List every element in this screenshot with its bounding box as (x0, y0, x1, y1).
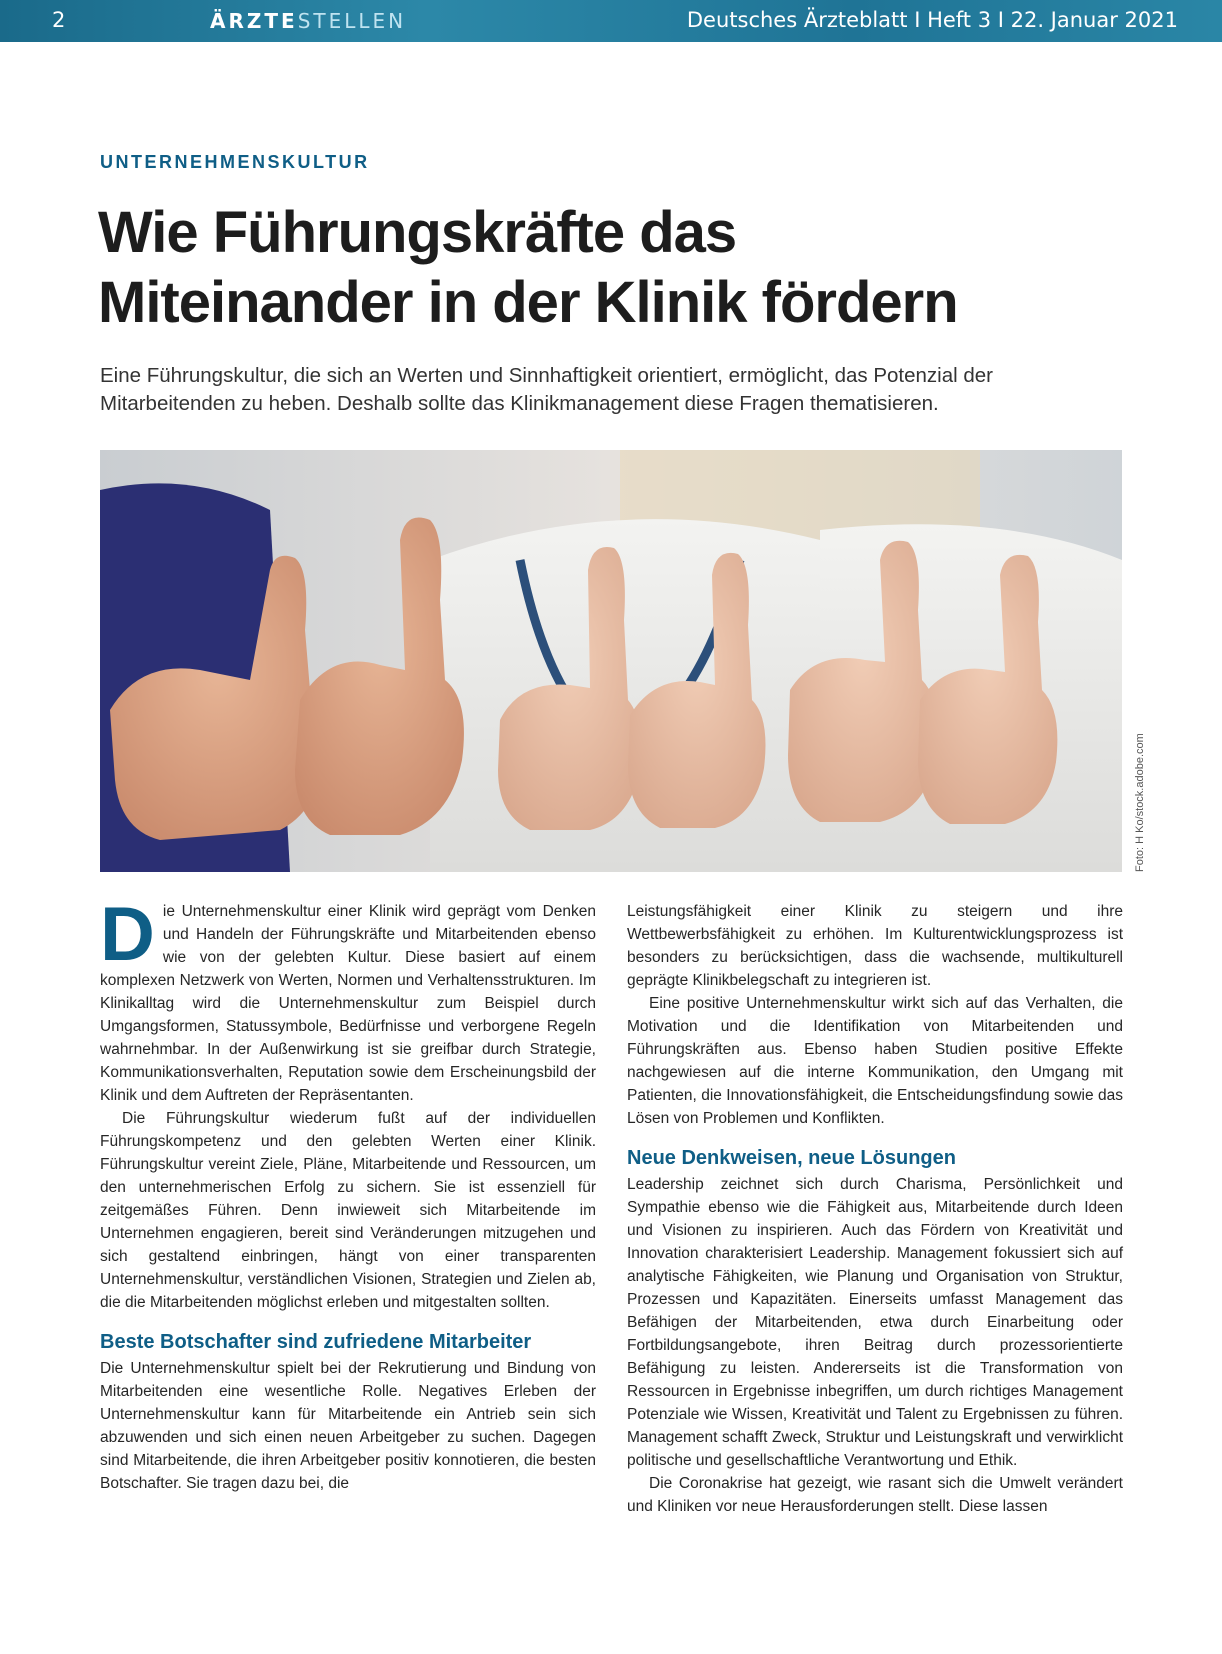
paragraph (100, 892, 596, 1107)
section-heading: Beste Botschafter sind zufriedene Mitarbeiter (100, 1331, 532, 1353)
paragraph: Leadership zeichnet sich durch Charisma, Persönlichkeit und Sympathie ebenso wie die Fähigkeit aus, Mitarbeitende durch Ideen und Visionen zu inspirieren. Auch das Fördern von Kreativität und Innovation charakterisiert Leadership. Management fokussiert sich auf analytische Fähigkeiten, wie Planung und Organisation von Struktur, Prozessen und Kapazitäten. Einerseits umfasst Management das Befähigen der Mitarbeitenden, etwa durch Einarbeitung oder Fortbildungsangebote, ihren Beitrag durch prozessorientierte Befähigung zu leisten. Andererseits ist die Transformation von Ressourcen in Ergebnisse inbegriffen, um durch richtiges Management Potenziale wie Wissen, Kreativität und Talent zu Ergebnissen zu führen. Management schafft Zweck, Struktur und Leistungskraft und verwirklicht politische und gesellschaftliche Verantwortung und Ethik. (627, 1176, 1123, 1469)
paragraph: Die Coronakrise hat gezeigt, wie rasant sich die Umwelt verändert und Kliniken vor neue Herausforderungen stellt. Diese lassen (627, 1475, 1123, 1515)
brand-logo (210, 9, 406, 33)
section-heading: Neue Denkweisen, neue Lösungen (627, 1147, 956, 1169)
paragraph-text: ie Unternehmenskultur einer Klinik wird geprägt vom Denken und Handeln der Führungskräfte und Mitarbeitenden ebenso wie von der gelebten Kultur. Diese basiert auf einem komplexen Netzwerk von Werten, Normen und Verhaltensstrukturen. Im Klinikalltag wird die Unternehmenskultur zum Beispiel durch Umgangsformen, Statussymbole, Bedürfnisse und verborgene Regeln wahrnehmbar. In der Außenwirkung ist sie greifbar durch Strategie, Kommunikationsverhalten, Reputation sowie dem Erscheinungsbild der Klinik und dem Auftreten der Repräsentanten. (100, 903, 596, 1104)
drop-cap: D (100, 892, 155, 977)
headline-line-2: Miteinander in der Klinik fördern (98, 270, 958, 335)
article-column-left (100, 892, 596, 1495)
issue-info: Deutsches Ärzteblatt I Heft 3 I 22. Januar 2021 (686, 8, 1178, 32)
article-deck: Eine Führungskultur, die sich an Werten und Sinnhaftigkeit orientiert, ermöglicht, das Potenzial der Mitarbeitenden zu heben. Deshalb sollte das Klinikmanagement diese Fragen thematisieren. (100, 364, 994, 415)
brand-bold: ÄRZTE (210, 9, 298, 33)
paragraph: Leistungsfähigkeit einer Klinik zu steigern und ihre Wettbewerbsfähigkeit zu erhöhen. Im Kulturentwicklungsprozess ist besonders zu berücksichtigen, dass die wachsende, multikulturell geprägte Klinikbelegschaft zu integrieren ist. (627, 903, 1123, 989)
article-kicker: UNTERNEHMENSKULTUR (100, 152, 370, 172)
article-column-right (627, 900, 1123, 1518)
paragraph: Die Unternehmenskultur spielt bei der Rekrutierung und Bindung von Mitarbeitenden eine wesentliche Rolle. Negatives Erleben der Unternehmenskultur kann für Mitarbeitende ein Antrieb sein sich abzuwenden und sich einen neuen Arbeitgeber zu suchen. Dagegen sind Mitarbeitende, die ihren Arbeitgeber positiv konnotieren, die besten Botschafter. Sie tragen dazu bei, die (100, 1360, 596, 1492)
header-bar (0, 0, 1222, 42)
thumbs-up-photo (100, 450, 1122, 872)
page-number: 2 (52, 8, 66, 32)
paragraph: Eine positive Unternehmenskultur wirkt sich auf das Verhalten, die Motivation und die Identifikation von Mitarbeitenden und Führungskräften aus. Ebenso haben Studien positive Effekte nachgewiesen auf die interne Kommunikation, den Umgang mit Patienten, die Innovationsfähigkeit, die Entscheidungsfindung sowie das Lösen von Problemen und Konflikten. (627, 995, 1123, 1127)
headline-line-1: Wie Führungskräfte das (98, 200, 737, 265)
article-headline (98, 198, 1118, 338)
brand-light: STELLEN (297, 9, 407, 33)
paragraph: Die Führungskultur wiederum fußt auf der individuellen Führungskompetenz und den gelebten Werten einer Klinik. Führungskultur vereint Ziele, Pläne, Mitarbeitende und Ressourcen, um den unternehmerischen Erfolg zu sichern. Sie ist essenziell für zeitgemäßes Führen. Denn inwieweit sich Mitarbeitende im Unternehmen engagieren, bereit sind Veränderungen mitzugehen und sich gestaltend einbringen, hängt von einer transparenten Unternehmenskultur, verständlichen Visionen, Strategien und Zielen ab, die die Mitarbeitenden möglichst erleben und mitgestalten sollten. (100, 1110, 596, 1311)
photo-credit: Foto: H Ko/stock.adobe.com (1134, 733, 1146, 872)
article-photo (100, 450, 1122, 872)
